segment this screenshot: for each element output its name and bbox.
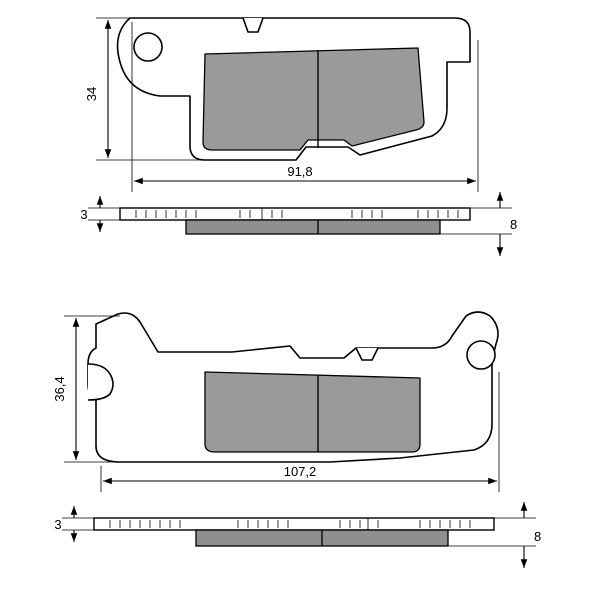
lower-height-label: 36,4: [52, 376, 67, 402]
upper-height-label: 34: [84, 86, 99, 102]
upper-friction-material: [203, 48, 424, 150]
lower-backing-label: 3: [54, 517, 62, 532]
upper-total-label: 8: [510, 217, 518, 232]
lower-width-label: 107,2: [283, 464, 317, 479]
lower-side-backing-plate: [94, 518, 494, 530]
upper-pad-side-view: [80, 192, 517, 256]
lower-pad-side-view: [54, 502, 541, 568]
upper-pad-face-view: [84, 18, 478, 192]
lower-pad-mounting-hole: [467, 341, 495, 369]
lower-total-label: 8: [534, 529, 542, 544]
upper-pad-mounting-hole: [134, 33, 162, 61]
lower-friction-material: [205, 372, 420, 452]
upper-width-label: 91,8: [287, 164, 313, 179]
upper-side-backing-plate: [120, 208, 470, 220]
upper-backing-label: 3: [80, 207, 88, 222]
lower-pad-face-view: [52, 312, 499, 492]
upper-side-friction-layer: [186, 220, 440, 234]
